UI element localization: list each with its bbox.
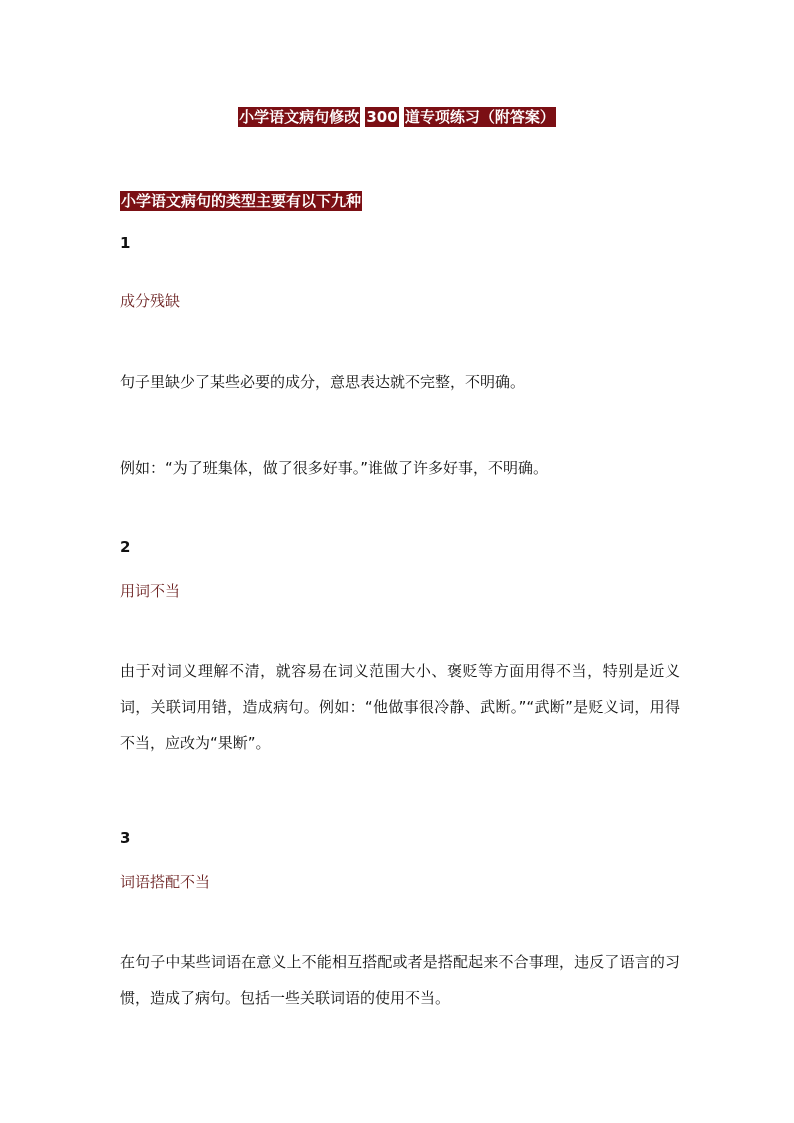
subheading bbox=[120, 188, 362, 214]
paragraph: 在句子中某些词语在意义上不能相互搭配或者是搭配起来不合事理，违反了语言的习惯，造成了病句。包括一些关联词语的使用不当。 bbox=[120, 953, 680, 1007]
section-heading: 词语搭配不当 bbox=[120, 873, 211, 891]
section-heading: 成分残缺 bbox=[120, 292, 181, 310]
title-part: 300 bbox=[366, 108, 398, 126]
title-part: 道专项练习（附答案） bbox=[404, 108, 555, 126]
section-number: 3 bbox=[120, 829, 131, 847]
paragraph: 例如：“为了班集体，做了很多好事。”谁做了许多好事，不明确。 bbox=[120, 459, 549, 477]
paragraph: 由于对词义理解不清，就容易在词义范围大小、褒贬等方面用得不当，特别是近义词，关联词用错，造成病句。例如：“他做事很冷静、武断。”“武断”是贬义词，用得不当，应改为“果断”。 bbox=[120, 662, 680, 752]
section-heading: 用词不当 bbox=[120, 582, 181, 600]
subheading-text: 小学语文病句的类型主要有以下九种 bbox=[121, 192, 362, 210]
section-number: 1 bbox=[120, 234, 131, 252]
title-part: 小学语文病句修改 bbox=[239, 108, 360, 126]
paragraph: 句子里缺少了某些必要的成分，意思表达就不完整，不明确。 bbox=[120, 373, 526, 391]
document-title bbox=[0, 104, 794, 130]
section-number: 2 bbox=[120, 538, 131, 556]
